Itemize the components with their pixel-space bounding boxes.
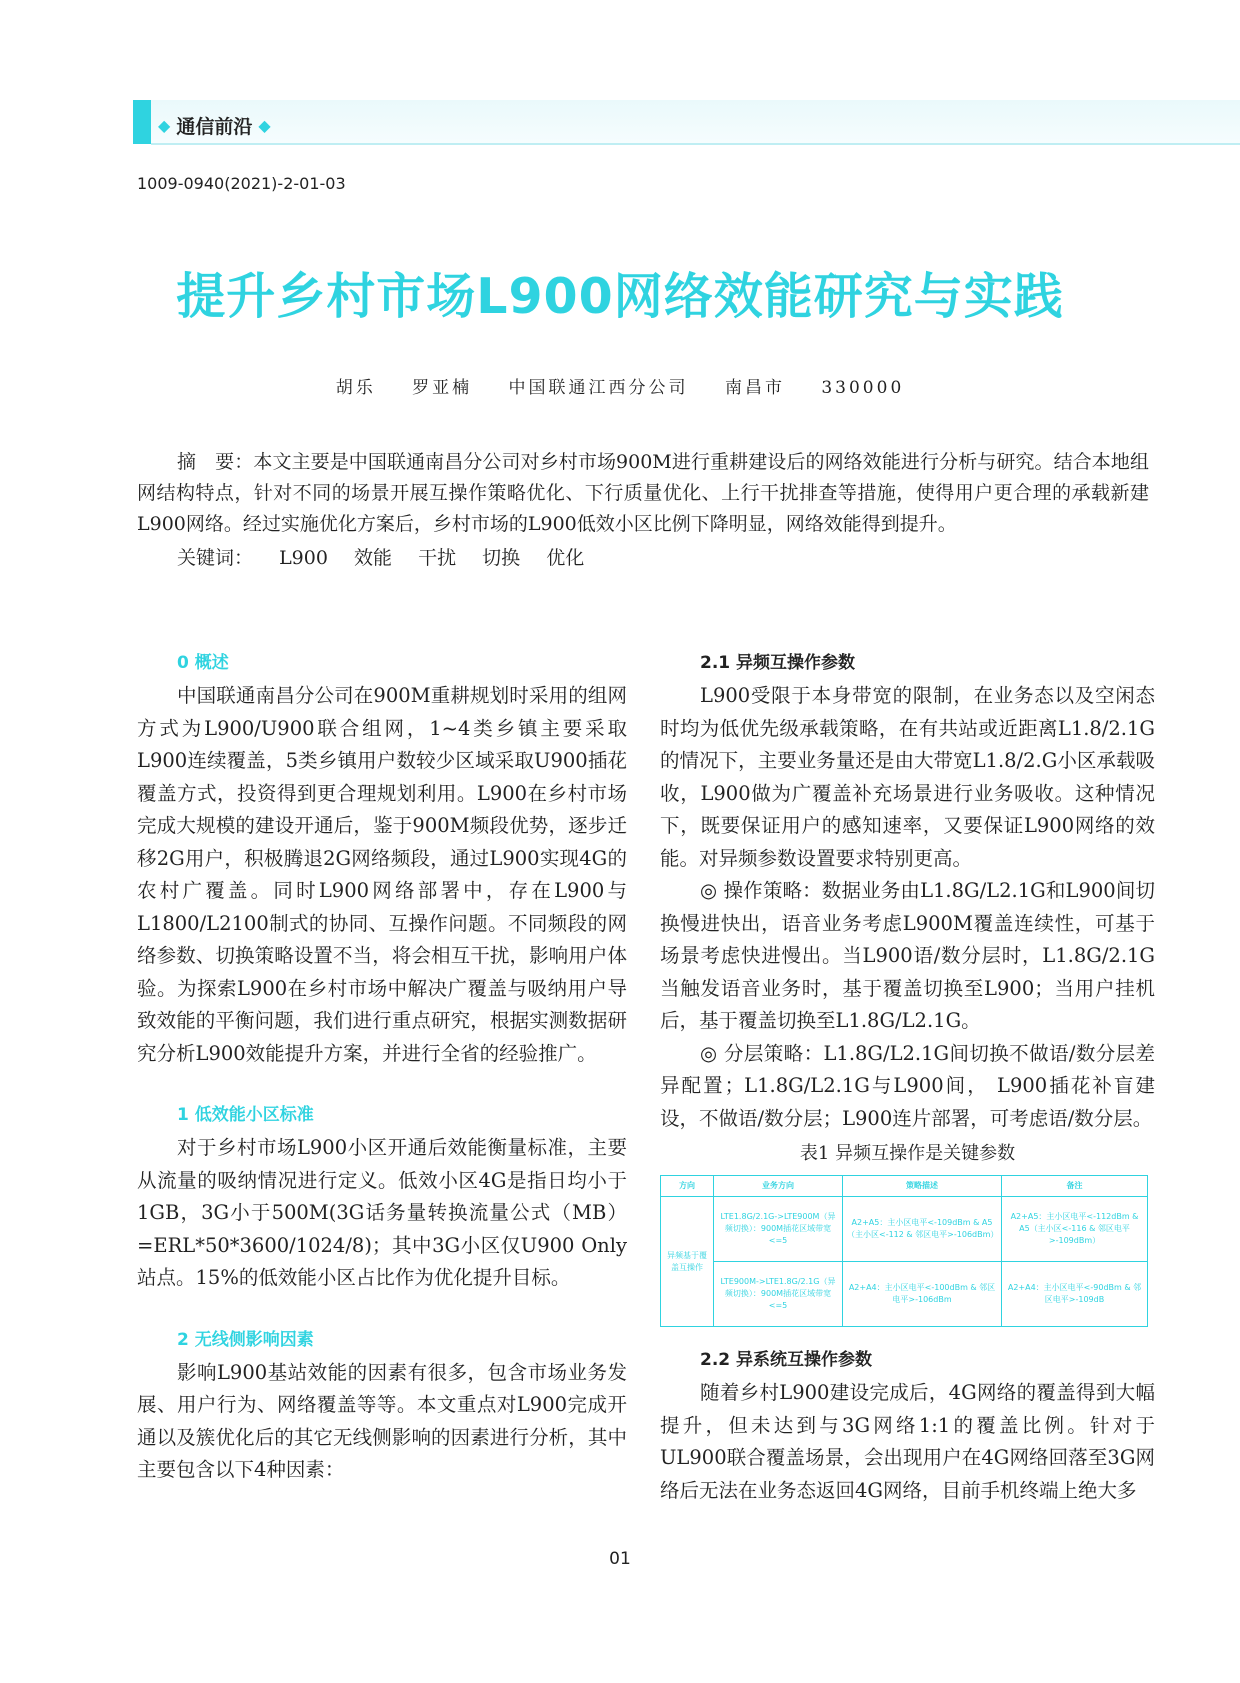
section-label [158,112,271,139]
section-body: L900受限于本身带宽的限制，在业务态以及空闲态时均为低优先级承载策略，在有共站或近距离L1.8/2.1G的情况下，主要业务量还是由大带宽L1.8/2.G小区承载吸收，L900做为广覆盖补充场景进行业务吸收。这种情况下，既要保证用户的感知速率，又要保证L900网络的效能。对异频参数设置要求特别更高。 [660,684,1155,870]
table-cell: LTE1.8G/2.1G->LTE900M（异频切换）：900M插花区域带宽<=5 [714,1197,843,1262]
section-body: ◎ 操作策略：数据业务由L1.8G/L2.1G和L900间切换慢进快出，语音业务考虑L900M覆盖连续性，可基于场景考虑快进慢出。当L900语/数分层时，L1.8G/2.1G当触发语音业务时，基于覆盖切换至L900；当用户挂机后，基于覆盖切换至L1.8G/L2.1G。 [660,879,1155,1032]
left-column [137,650,627,1487]
header-band [133,100,1240,144]
section-body: 对于乡村市场L900小区开通后效能衡量标准，主要从流量的吸纳情况进行定义。低效小区4G是指日均小于1GB，3G小于500M(3G话务量转换流量公式（MB）=ERL*50*3600/1024/8)；其中3G小区仅U900 Only站点。15%的低效能小区占比作为优化提升目标。 [137,1136,627,1289]
header-accent-bar [133,100,151,144]
table-header: 策略描述 [843,1176,1002,1197]
table-header: 方向 [661,1176,714,1197]
keyword: 优化 [546,547,585,569]
keywords [177,543,604,570]
diamond-icon: ◆ [158,116,171,135]
subsection-heading: 2.1 异频互操作参数 [700,653,856,673]
table-header-row [661,1176,1148,1197]
keyword: 干扰 [418,547,457,569]
table-header: 备注 [1002,1176,1148,1197]
author-affiliation: 中国联通江西分公司 [508,378,689,398]
section-body: 中国联通南昌分公司在900M重耕规划时采用的组网方式为L900/U900联合组网，1~4类乡镇主要采取L900连续覆盖，5类乡镇用户数较少区域采取U900插花覆盖方式，投资得到更合理规划利用。L900在乡村市场完成大规模的建设开通后，鉴于900M频段优势，逐步迁移2G用户，积极腾退2G网络频段，通过L900实现4G的农村广覆盖。同时L900网络部署中，存在L900与L1800/L2100制式的协同、互操作问题。不同频段的网络参数、切换策略设置不当，将会相互干扰，影响用户体验。为探索L900在乡村市场中解决广覆盖与吸纳用户导致效能的平衡问题，我们进行重点研究，根据实测数据研究分析L900效能提升方案，并进行全省的经验推广。 [137,684,627,1065]
abstract [137,447,1149,540]
parameter-table [660,1175,1148,1327]
keywords-label: 关键词： [177,547,254,569]
right-column [660,650,1155,1507]
paper-title: 提升乡村市场L900网络效能研究与实践 [176,268,1064,325]
table-header: 业务方向 [714,1176,843,1197]
keyword: 切换 [482,547,521,569]
section-body: 随着乡村L900建设完成后，4G网络的覆盖得到大幅提升，但未达到与3G网络1:1的覆盖比例。针对于UL900联合覆盖场景，会出现用户在4G网络回落至3G网络后无法在业务态返回4G网络，目前手机终端上绝大多 [660,1381,1155,1502]
table-cell: A2+A5：主小区电平<-109dBm & A5（主小区<-112 & 邻区电平>-106dBm） [843,1197,1002,1262]
table-cell: 异频基于覆盖互操作 [661,1197,714,1327]
author-postcode: 330000 [821,378,905,398]
table-row [661,1262,1148,1327]
author-line [0,373,1240,398]
keyword: 效能 [354,547,393,569]
table-row [661,1197,1148,1262]
diamond-icon: ◆ [258,116,271,135]
keyword: L900 [279,547,328,569]
table-cell: LTE900M->LTE1.8G/2.1G（异频切换）：900M插花区域带宽<=5 [714,1262,843,1327]
section-heading: 1 低效能小区标准 [177,1105,314,1125]
table-caption: 表1 异频互操作是关键参数 [799,1143,1016,1164]
table-cell: A2+A4：主小区电平<-100dBm & 邻区电平>-106dBm [843,1262,1002,1327]
table-cell: A2+A5：主小区电平<-112dBm & A5（主小区<-116 & 邻区电平>-109dBm） [1002,1197,1148,1262]
page-number: 01 [609,1549,631,1569]
section-heading: 2 无线侧影响因素 [177,1329,314,1350]
section-body: ◎ 分层策略：L1.8G/L2.1G间切换不做语/数分层差异配置；L1.8G/L2.1G与L900间， L900插花补盲建设，不做语/数分层；L900连片部署，可考虑语/数分层。 [660,1041,1155,1130]
section-body: 影响L900基站效能的因素有很多，包含市场业务发展、用户行为、网络覆盖等等。本文重点对L900完成开通以及簇优化后的其它无线侧影响的因素进行分析，其中主要包含以下4种因素： [137,1360,627,1481]
table-cell: A2+A4：主小区电平<-90dBm & 邻区电平>-109dB [1002,1262,1148,1327]
abstract-text: 摘 要：本文主要是中国联通南昌分公司对乡村市场900M进行重耕建设后的网络效能进行分析与研究。结合本地组网结构特点，针对不同的场景开展互操作策略优化、下行质量优化、上行干扰排查等措施，使得用户更合理的承载新建L900网络。经过实施优化方案后，乡村市场的L900低效小区比例下降明显，网络效能得到提升。 [137,451,1149,535]
author-name: 胡乐 [335,378,376,398]
document-code: 1009-0940(2021)-2-01-03 [137,174,346,193]
section-heading: 0 概述 [177,653,229,673]
section-label-text: 通信前沿 [176,116,253,138]
author-name: 罗亚楠 [412,378,473,398]
author-city: 南昌市 [724,378,785,398]
header-rule [151,143,1240,145]
subsection-heading: 2.2 异系统互操作参数 [700,1350,873,1370]
